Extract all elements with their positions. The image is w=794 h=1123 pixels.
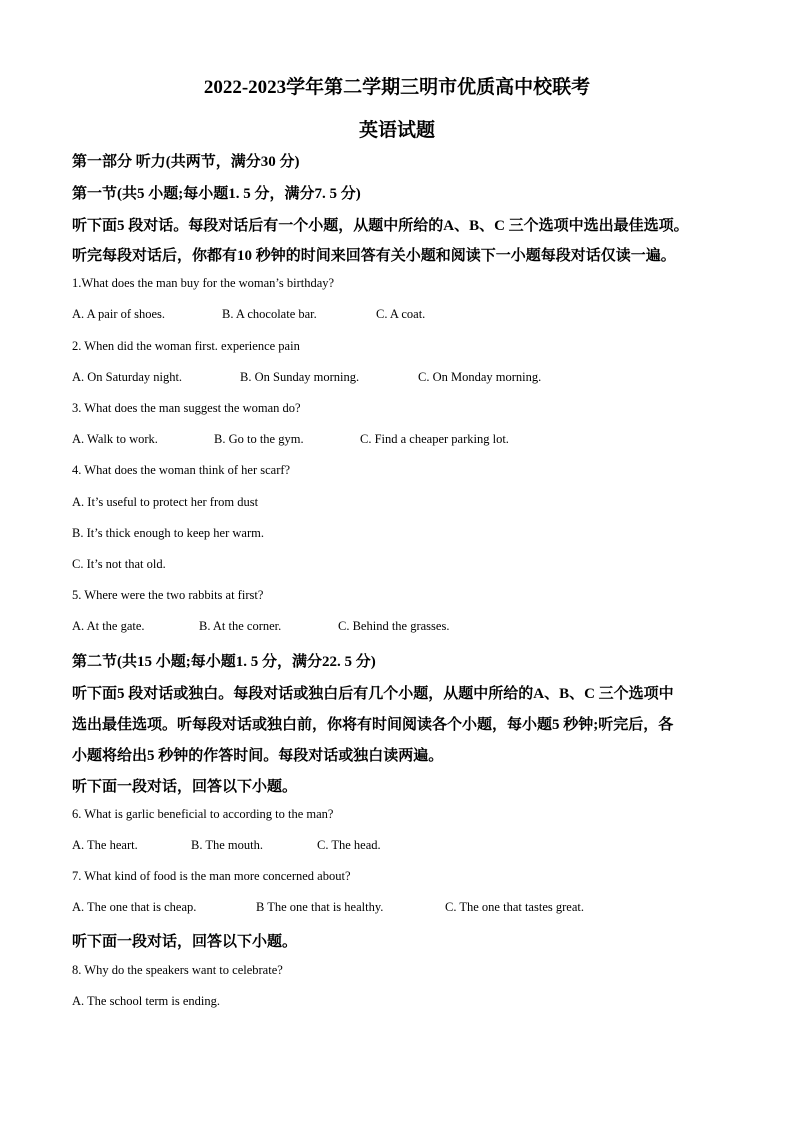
section-two-heading: 第二节(共15 小题;每小题1. 5 分，满分22. 5 分): [72, 654, 376, 670]
q1-option-b: B. A chocolate bar.: [222, 307, 317, 321]
question-5: 5. Where were the two rabbits at first?: [72, 588, 264, 602]
section-two-instruction-2: 选出最佳选项。听每段对话或独白前，你将有时间阅读各个小题，每小题5 秒钟;听完后，各: [72, 717, 674, 733]
q6-option-c: C. The head.: [317, 838, 381, 852]
question-8: 8. Why do the speakers want to celebrate?: [72, 963, 283, 977]
q2-option-b: B. On Sunday morning.: [240, 370, 360, 384]
q5-option-a: A. At the gate.: [72, 619, 145, 633]
q3-option-c: C. Find a cheaper parking lot.: [360, 432, 509, 446]
q7-option-b: B The one that is healthy.: [256, 900, 384, 914]
question-3: 3. What does the man suggest the woman do?: [72, 401, 301, 415]
section-one-instruction-2: 听完每段对话后，你都有10 秒钟的时间来回答有关小题和阅读下一小题每段对话仅读一遍。: [72, 248, 676, 264]
q3-option-a: A. Walk to work.: [72, 432, 158, 446]
q1-option-a: A. A pair of shoes.: [72, 307, 166, 321]
q6-option-a: A. The heart.: [72, 838, 138, 852]
q3-option-b: B. Go to the gym.: [214, 432, 304, 446]
q2-option-c: C. On Monday morning.: [418, 370, 542, 384]
exam-subtitle: 英语试题: [358, 120, 435, 141]
part-one-heading: 第一部分 听力(共两节，满分30 分): [72, 154, 300, 170]
q1-option-c: C. A coat.: [376, 307, 426, 321]
question-2: 2. When did the woman first. experience pain: [72, 339, 300, 353]
section-one-heading: 第一节(共5 小题;每小题1. 5 分，满分7. 5 分): [72, 186, 361, 202]
section-two-instruction-3: 小题将给出5 秒钟的作答时间。每段对话或独白读两遍。: [72, 748, 444, 764]
q4-option-c: C. It’s not that old.: [72, 557, 166, 571]
exam-title: 2022-2023学年第二学期三明市优质高中校联考: [203, 77, 591, 98]
question-1: 1.What does the man buy for the woman’s birthday?: [72, 276, 335, 290]
q7-option-c: C. The one that tastes great.: [445, 900, 584, 914]
q8-option-a: A. The school term is ending.: [72, 994, 221, 1008]
question-7: 7. What kind of food is the man more concerned about?: [72, 869, 351, 883]
q7-option-a: A. The one that is cheap.: [72, 900, 197, 914]
q4-option-a: A. It’s useful to protect her from dust: [72, 495, 259, 509]
q6-option-b: B. The mouth.: [191, 838, 263, 852]
listen-instruction: 听下面一段对话，回答以下小题。: [72, 934, 298, 950]
question-6: 6. What is garlic beneficial to according to the man?: [72, 807, 334, 821]
listen-instruction: 听下面一段对话，回答以下小题。: [72, 779, 298, 795]
section-one-instruction-1: 听下面5 段对话。每段对话后有一个小题，从题中所给的A、B、C 三个选项中选出最佳选项。: [72, 218, 689, 234]
question-4: 4. What does the woman think of her scarf?: [72, 463, 291, 477]
q5-option-c: C. Behind the grasses.: [338, 619, 450, 633]
section-two-instruction-1: 听下面5 段对话或独白。每段对话或独白后有几个小题，从题中所给的A、B、C 三个选项中: [72, 686, 674, 702]
q4-option-b: B. It’s thick enough to keep her warm.: [72, 526, 264, 540]
q5-option-b: B. At the corner.: [199, 619, 282, 633]
q2-option-a: A. On Saturday night.: [72, 370, 183, 384]
